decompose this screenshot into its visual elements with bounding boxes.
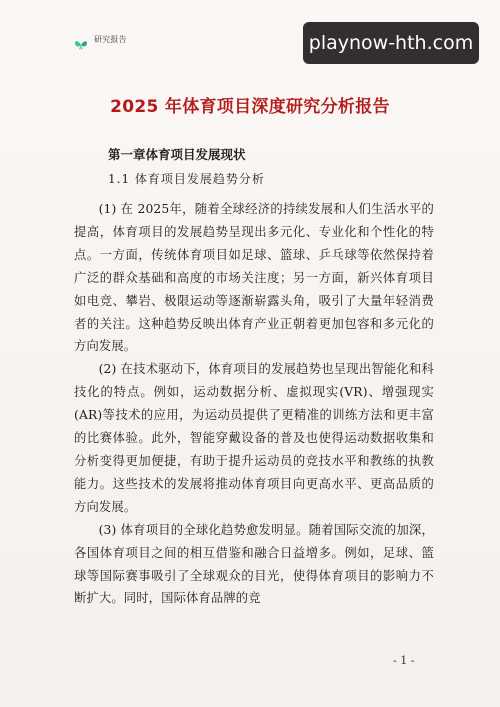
- paragraph-3: (3) 体育项目的全球化趋势愈发明显。随着国际交流的加深，各国体育项目之间的相互借鉴和融合日益增多。例如，足球、篮球等国际赛事吸引了全球观众的目光，使得体育项目的影响力不断扩大。同时，国际体育品牌的竞: [74, 522, 434, 606]
- paragraph-1: (1) 在 2025年，随着全球经济的持续发展和人们生活水平的提高，体育项目的发展趋势呈现出多元化、专业化和个性化的特点。一方面，传统体育项目如足球、篮球、乒乓球等依然保持着广泛的群众基础和高度的市场关注度；另一方面，新兴体育项目如电竞、攀岩、极限运动等逐渐崭露头角，吸引了大量年轻消费者的关注。这种趋势反映出体育产业正朝着更加包容和多元化的方向发展。: [74, 202, 434, 354]
- chapter-heading: 第一章体育项目发展现状: [108, 147, 246, 162]
- document-title: 2025 年体育项目深度研究分析报告: [110, 97, 390, 117]
- brand-header: [74, 34, 127, 45]
- page-number: - 1 -: [393, 654, 415, 667]
- brand-label: 研究报告: [94, 35, 127, 44]
- watermark-badge: playnow-hth.com: [303, 22, 479, 64]
- paragraph-2: (2) 在技术驱动下，体育项目的发展趋势也呈现出智能化和科技化的特点。例如，运动数据分析、虚拟现实(VR)、增强现实(AR)等技术的应用，为运动员提供了更精准的训练方法和更丰富的比赛体验。此外，智能穿戴设备的普及也使得运动数据收集和分析变得更加便捷，有助于提升运动员的竞技水平和教练的执教能力。这些技术的发展将推动体育项目向更高水平、更高品质的方向发展。: [74, 362, 434, 514]
- section-heading: 1.1 体育项目发展趋势分析: [108, 172, 265, 186]
- body-text: [74, 198, 434, 610]
- butterfly-logo-icon: [74, 35, 88, 45]
